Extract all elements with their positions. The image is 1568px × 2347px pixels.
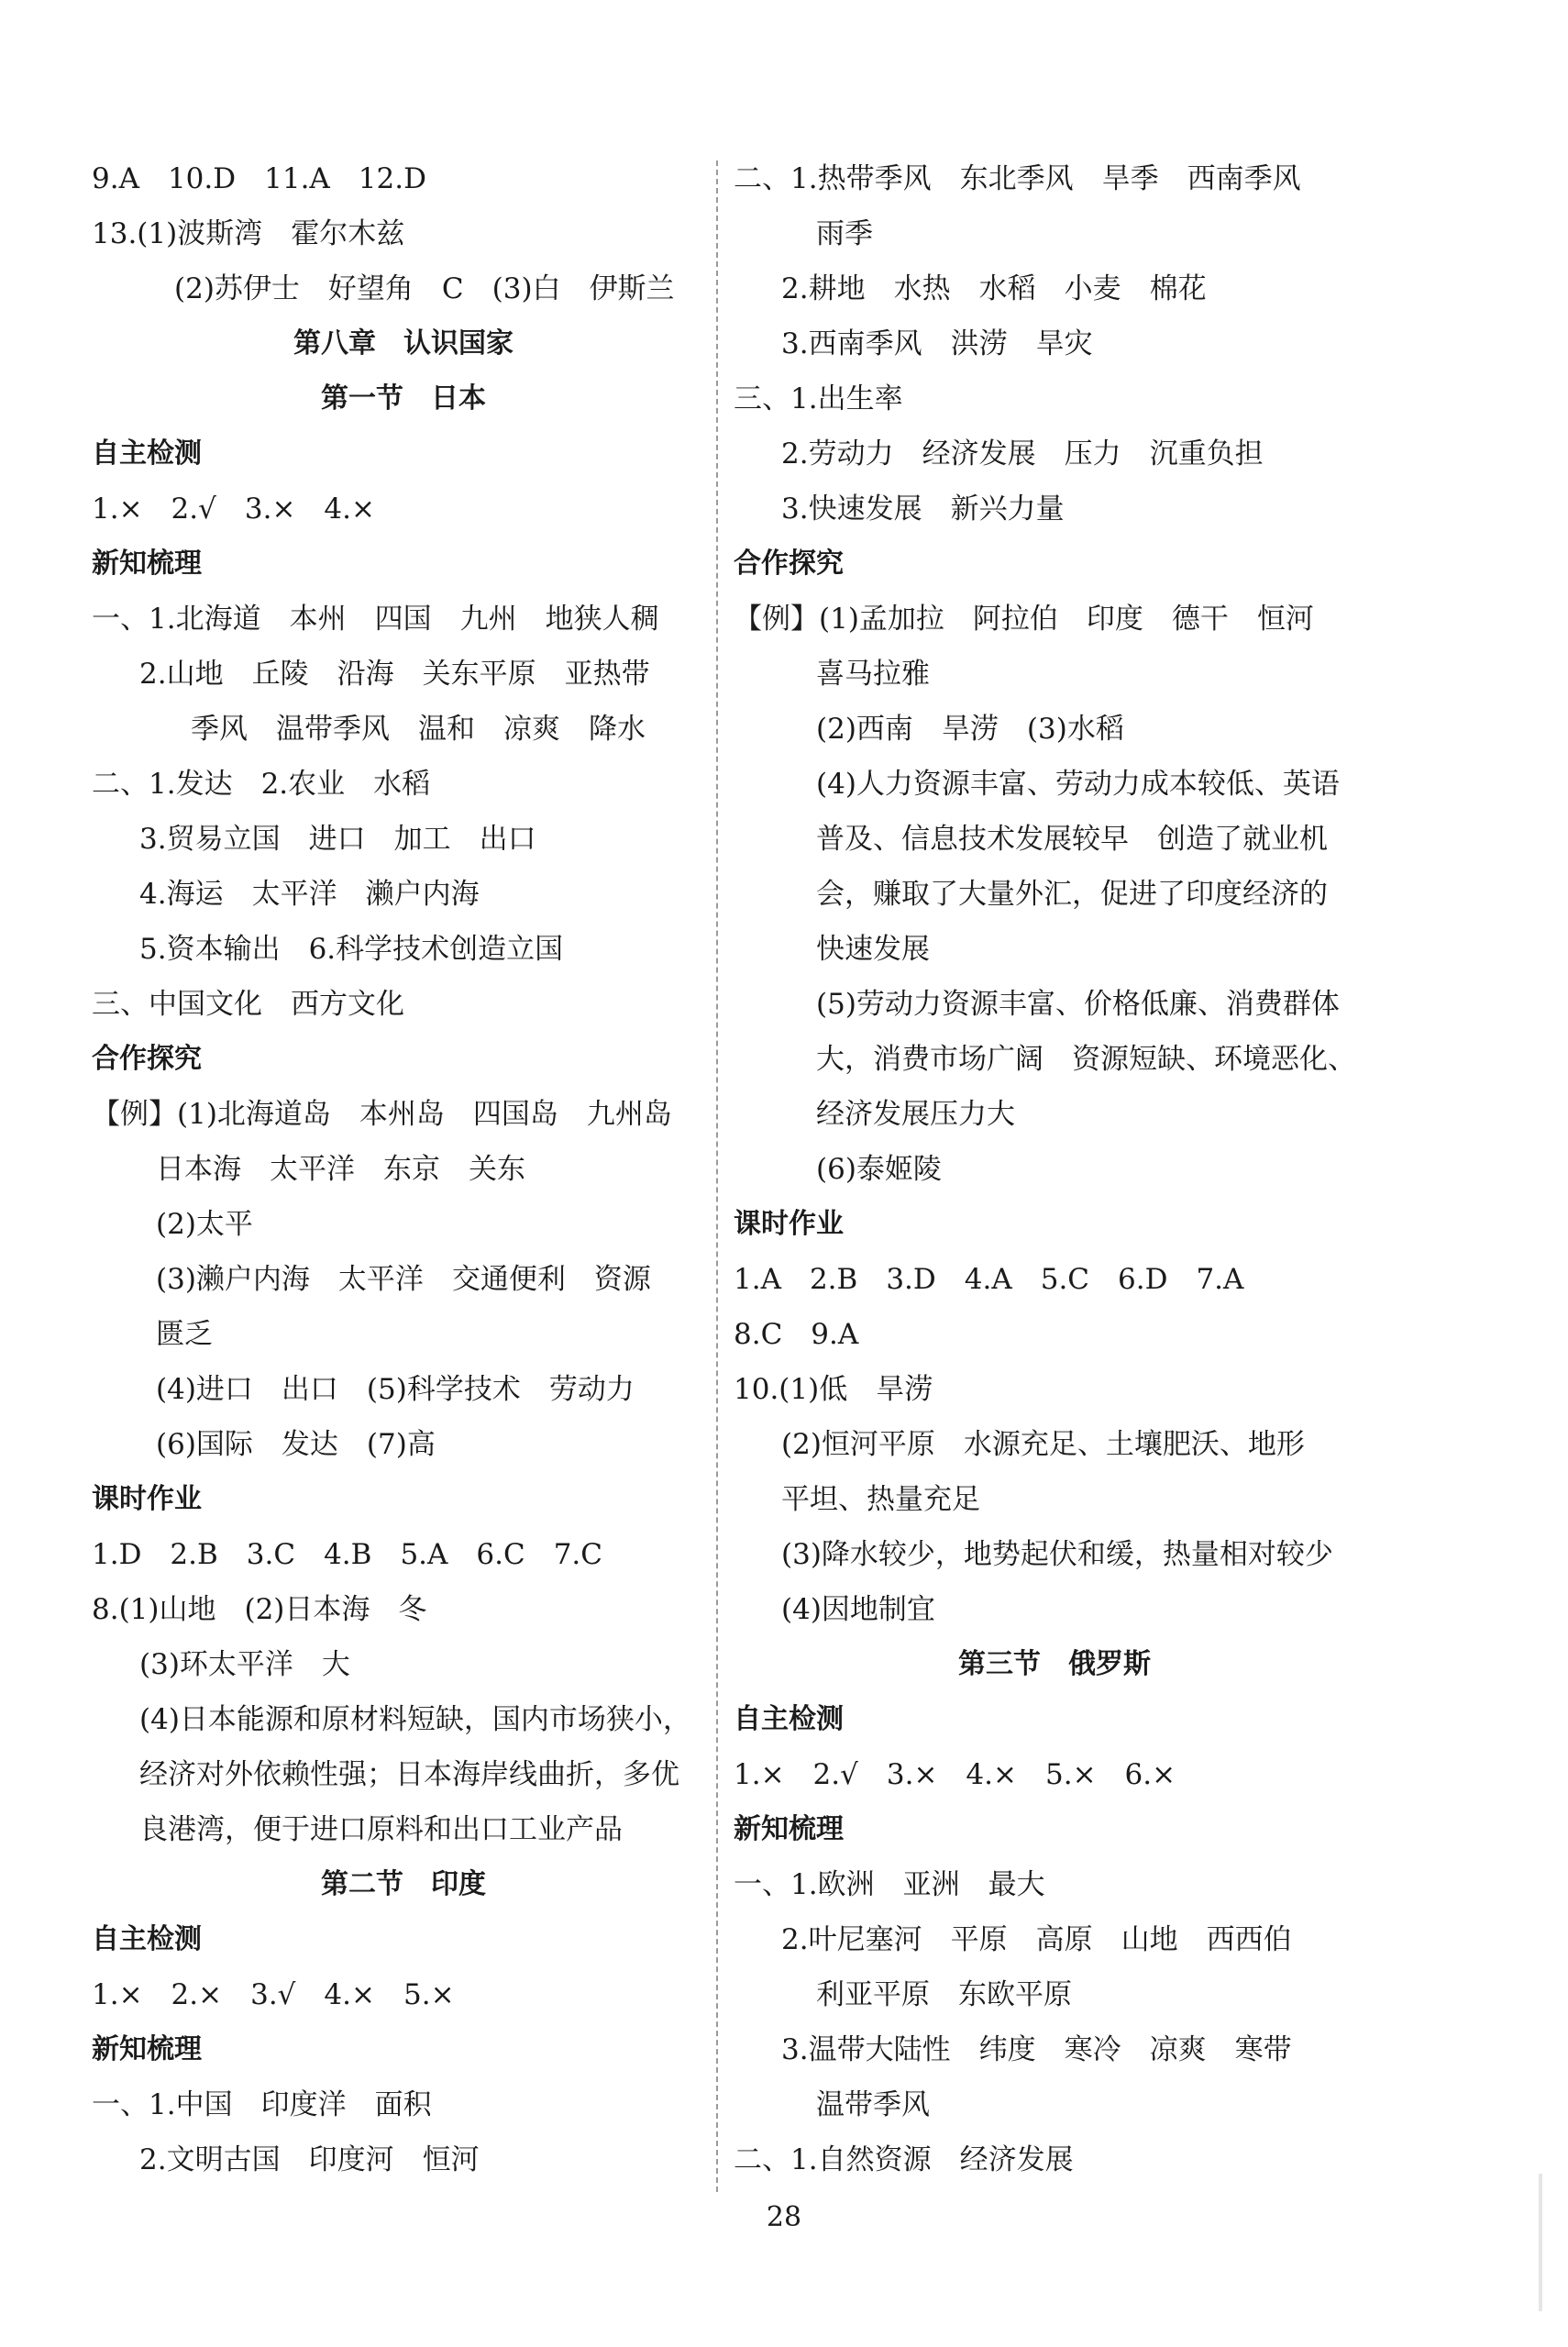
- answer-line: (2)苏伊士 好望角 C (3)白 伊斯兰: [174, 272, 675, 305]
- answer-line: 二、1.自然资源 经济发展: [734, 2143, 1074, 2176]
- answer-line: 3.快速发展 新兴力量: [781, 493, 1065, 526]
- answer-line: 1.× 2.√ 3.× 4.×: [92, 493, 375, 526]
- section-heading: 合作探究: [92, 1043, 202, 1075]
- answer-line: 3.西南季风 洪涝 旱灾: [781, 327, 1093, 360]
- answer-line: 5.资本输出 6.科学技术创造立国: [139, 933, 564, 966]
- answer-line: 13.(1)波斯湾 霍尔木兹: [92, 217, 405, 250]
- answer-line: 2.山地 丘陵 沿海 关东平原 亚热带: [139, 658, 650, 691]
- answer-line: 一、1.欧洲 亚洲 最大: [734, 1868, 1045, 1901]
- answer-line: 二、1.发达 2.农业 水稻: [92, 768, 431, 801]
- answer-line: (2)恒河平原 水源充足、土壤肥沃、地形: [781, 1428, 1305, 1461]
- answer-line: 1.× 2.× 3.√ 4.× 5.×: [92, 1978, 455, 2011]
- answer-line: (6)泰姬陵: [816, 1153, 942, 1186]
- answer-line: 2.耕地 水热 水稻 小麦 棉花: [781, 272, 1207, 305]
- answer-line: 良港湾，便于进口原料和出口工业产品: [139, 1813, 623, 1846]
- answer-line: 雨季: [816, 217, 873, 250]
- section-heading: 新知梳理: [92, 548, 202, 580]
- answer-line: 日本海 太平洋 东京 关东: [156, 1153, 525, 1186]
- page-number: 28: [766, 2201, 802, 2233]
- section-heading: 课时作业: [734, 1208, 844, 1240]
- answer-line: 2.叶尼塞河 平原 高原 山地 西西伯: [781, 1923, 1292, 1956]
- answer-line: 1.A 2.B 3.D 4.A 5.C 6.D 7.A: [734, 1263, 1244, 1296]
- answer-line: 4.海运 太平洋 濑户内海: [139, 878, 480, 911]
- section-heading: 自主检测: [92, 1923, 202, 1955]
- answer-line: 经济对外依赖性强；日本海岸线曲折，多优: [139, 1758, 679, 1791]
- section-heading: 第二节 印度: [321, 1868, 486, 1900]
- section-heading: 自主检测: [734, 1703, 844, 1735]
- answer-line: 8.(1)山地 (2)日本海 冬: [92, 1593, 427, 1626]
- answer-line: 匮乏: [156, 1318, 213, 1351]
- left-column: [92, 151, 715, 2187]
- answer-line: (4)人力资源丰富、劳动力成本较低、英语: [816, 768, 1340, 801]
- answer-line: 1.× 2.√ 3.× 4.× 5.× 6.×: [734, 1758, 1176, 1791]
- page-edge-mark: [1539, 2174, 1542, 2311]
- answer-line: 1.D 2.B 3.C 4.B 5.A 6.C 7.C: [92, 1538, 603, 1571]
- answer-line: 【例】(1)北海道岛 本州岛 四国岛 九州岛: [92, 1098, 672, 1131]
- answer-line: 3.贸易立国 进口 加工 出口: [139, 823, 536, 856]
- section-heading: 新知梳理: [92, 2033, 202, 2065]
- answer-line: (3)濑户内海 太平洋 交通便利 资源: [156, 1263, 651, 1296]
- answer-line: 季风 温带季风 温和 凉爽 降水: [191, 713, 646, 746]
- answer-line: 三、1.出生率: [734, 382, 903, 415]
- answer-line: 平坦、热量充足: [781, 1483, 980, 1516]
- answer-line: 快速发展: [816, 933, 930, 966]
- answer-line: (4)日本能源和原材料短缺，国内市场狭小，: [139, 1703, 691, 1736]
- answer-line: 利亚平原 东欧平原: [816, 1978, 1072, 2011]
- answer-line: 9.A 10.D 11.A 12.D: [92, 162, 426, 195]
- answer-line: 经济发展压力大: [816, 1098, 1015, 1131]
- answer-line: (3)降水较少，地势起伏和缓，热量相对较少: [781, 1538, 1333, 1571]
- section-heading: 第八章 认识国家: [293, 327, 513, 360]
- answer-line: 三、中国文化 西方文化: [92, 988, 404, 1021]
- answer-line: 2.劳动力 经济发展 压力 沉重负担: [781, 437, 1264, 471]
- answer-line: (6)国际 发达 (7)高: [156, 1428, 436, 1461]
- answer-line: 8.C 9.A: [734, 1318, 859, 1351]
- answer-line: (4)进口 出口 (5)科学技术 劳动力: [156, 1373, 635, 1406]
- answer-line: (2)太平: [156, 1208, 253, 1241]
- answer-line: 一、1.中国 印度洋 面积: [92, 2088, 432, 2121]
- section-heading: 合作探究: [734, 548, 844, 580]
- section-heading: 新知梳理: [734, 1813, 844, 1845]
- answer-line: 喜马拉雅: [816, 658, 930, 691]
- answer-line: 二、1.热带季风 东北季风 旱季 西南季风: [734, 162, 1301, 195]
- answer-line: (5)劳动力资源丰富、价格低廉、消费群体: [816, 988, 1340, 1021]
- section-heading: 自主检测: [92, 437, 202, 470]
- answer-line: (3)环太平洋 大: [139, 1648, 350, 1681]
- section-heading: 第三节 俄罗斯: [958, 1648, 1151, 1680]
- answer-line: 2.文明古国 印度河 恒河: [139, 2143, 480, 2176]
- answer-line: 普及、信息技术发展较早 创造了就业机: [816, 823, 1328, 856]
- answer-line: 【例】(1)孟加拉 阿拉伯 印度 德干 恒河: [734, 603, 1314, 636]
- answer-line: 一、1.北海道 本州 四国 九州 地狭人稠: [92, 603, 659, 636]
- section-heading: 课时作业: [92, 1483, 202, 1515]
- answer-line: 温带季风: [816, 2088, 930, 2121]
- answer-line: 大，消费市场广阔 资源短缺、环境恶化、: [816, 1043, 1356, 1076]
- right-column: [734, 151, 1375, 2187]
- column-divider: [716, 161, 718, 2192]
- section-heading: 第一节 日本: [321, 382, 486, 415]
- answer-line: (4)因地制宜: [781, 1593, 935, 1626]
- answer-line: (2)西南 旱涝 (3)水稻: [816, 713, 1124, 746]
- answer-line: 10.(1)低 旱涝: [734, 1373, 933, 1406]
- answer-line: 会，赚取了大量外汇，促进了印度经济的: [816, 878, 1328, 911]
- answer-line: 3.温带大陆性 纬度 寒冷 凉爽 寒带: [781, 2033, 1292, 2066]
